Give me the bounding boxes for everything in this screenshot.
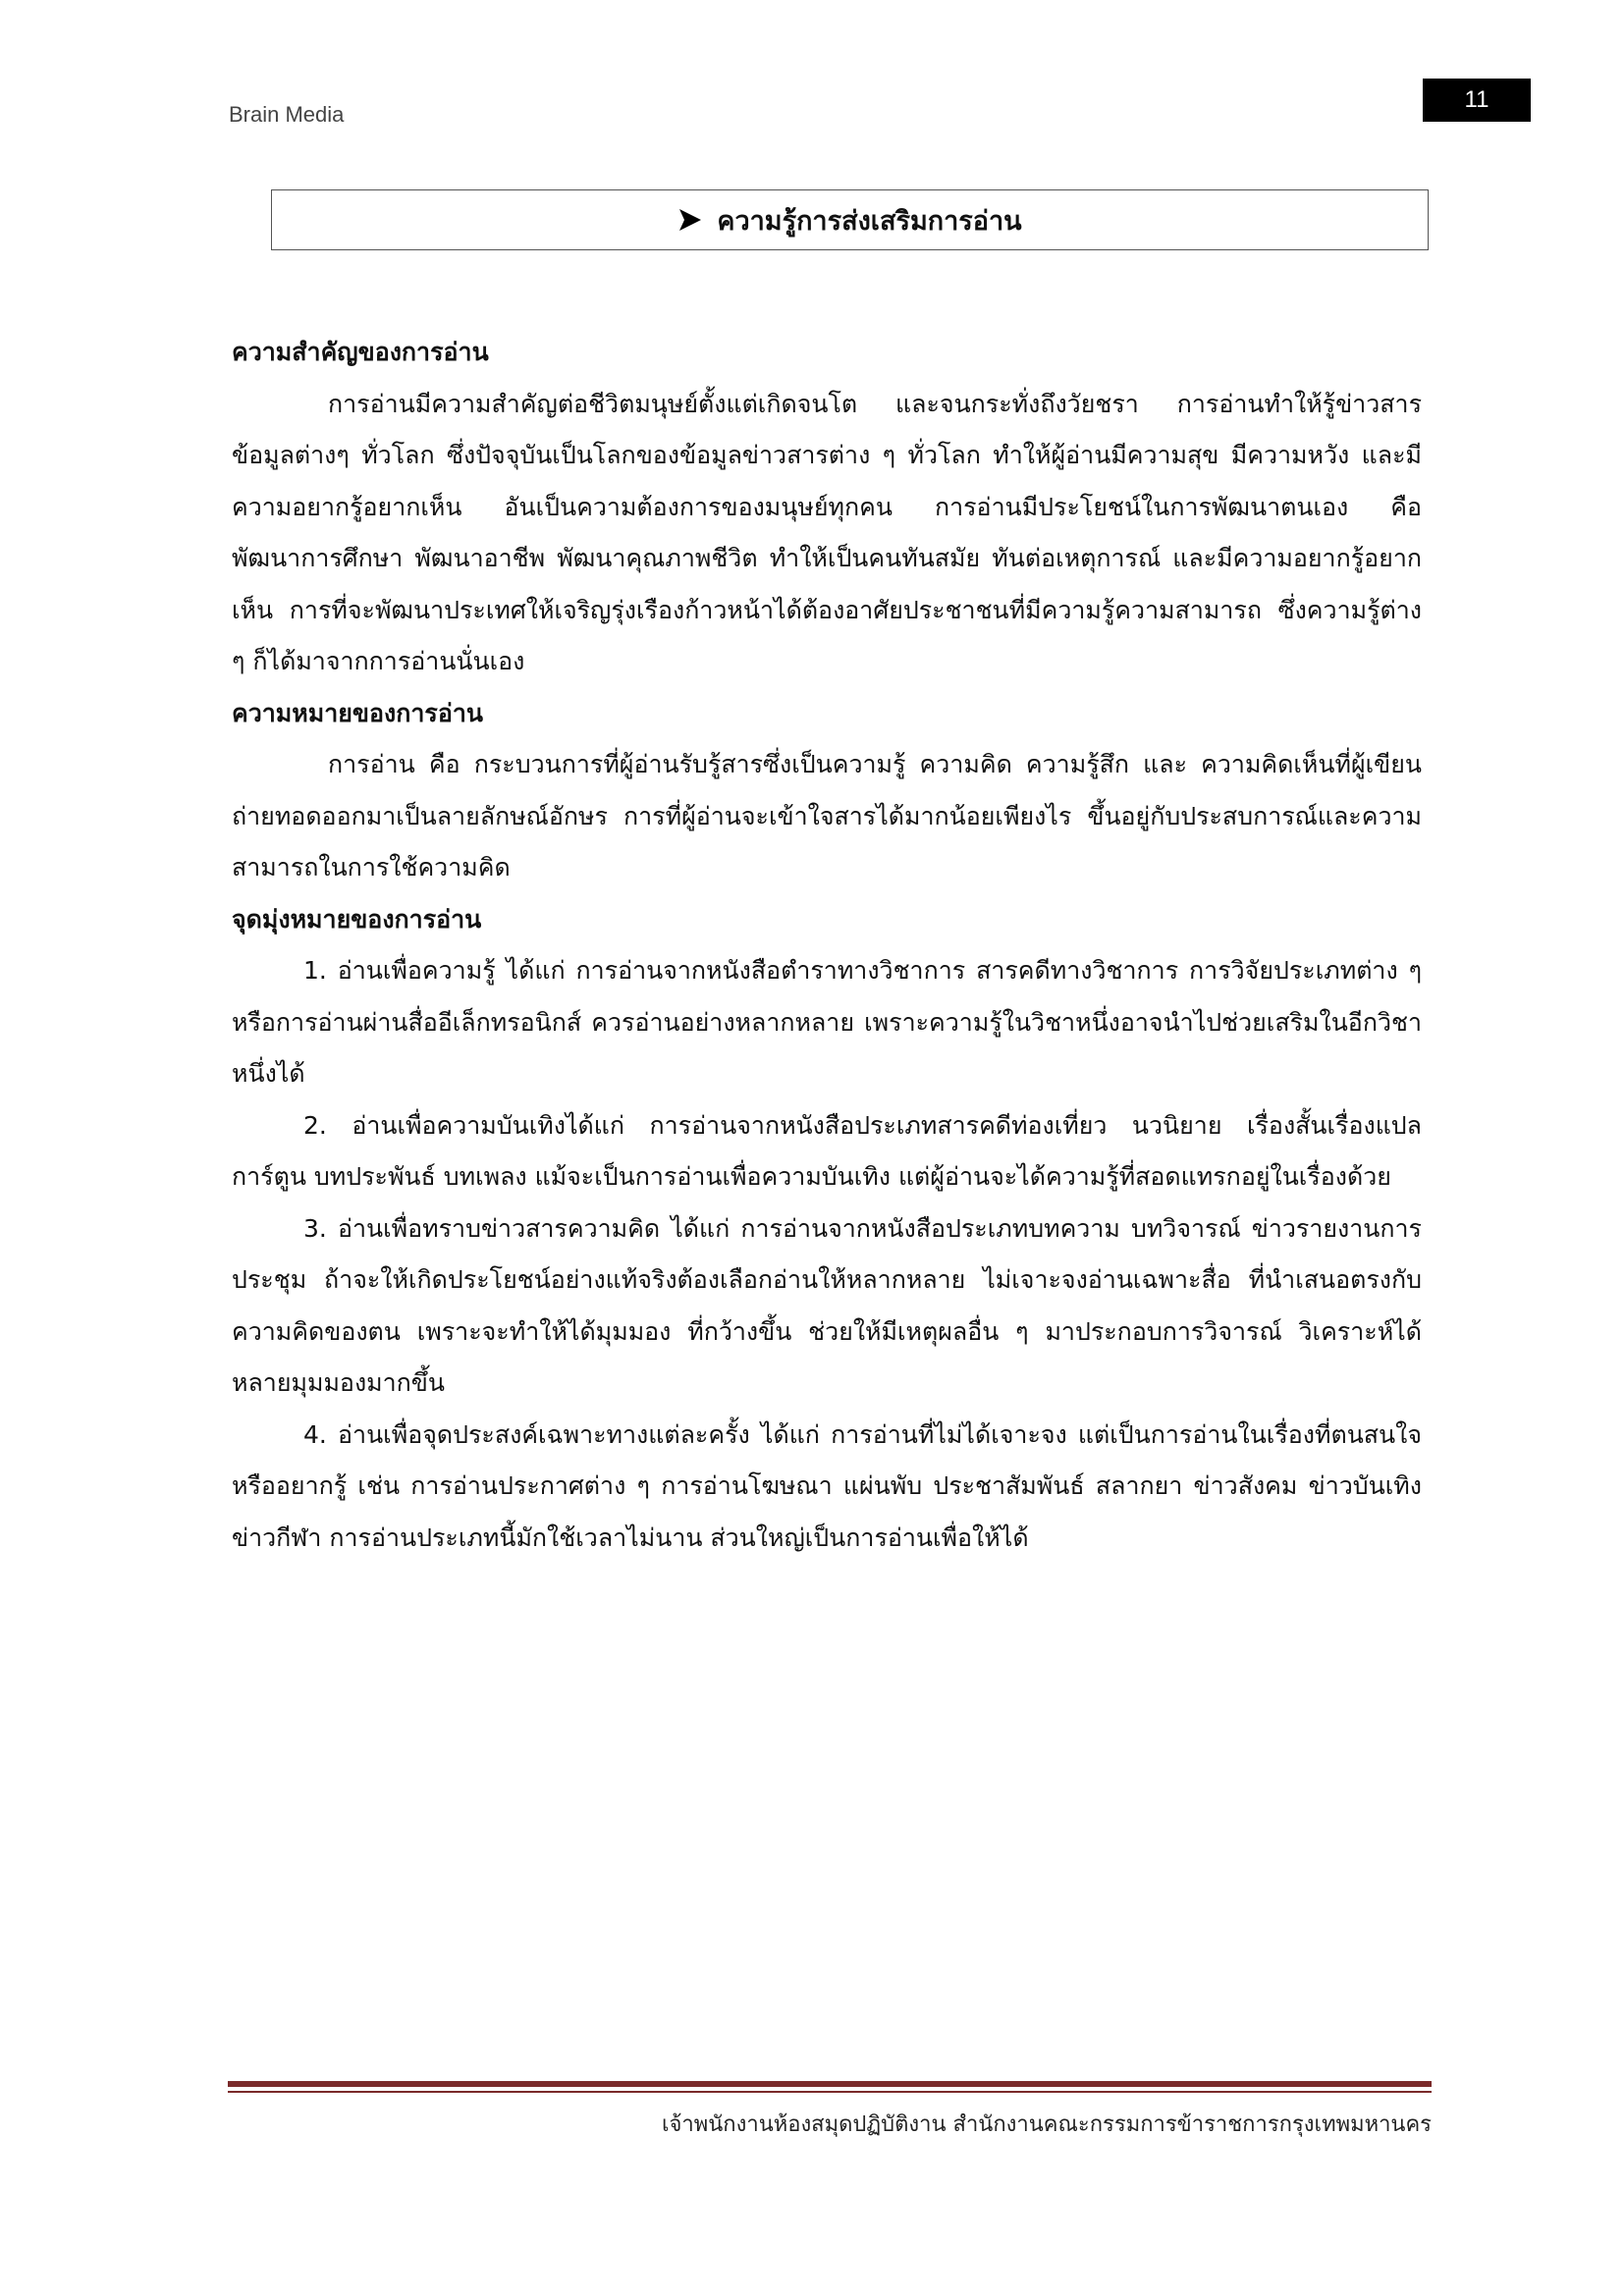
page-number: 11 [1423, 79, 1531, 122]
heading-purposes: จุดมุ่งหมายของการอ่าน [232, 904, 482, 934]
brand-name: Brain Media [229, 102, 345, 127]
purpose-item-1: 1. อ่านเพื่อความรู้ ได้แก่ การอ่านจากหนังสือตำราทางวิชาการ สารคดีทางวิชาการ การวิจัยประเภทต่าง ๆ หรือการอ่านผ่านสื่ออีเล็กทรอนิกส์ ควรอ่านอย่างหลากหลาย เพราะความรู้ในวิชาหนึ่งอาจนำไปช่วยเสริมในอีกวิชาหนึ่งได้ [232, 956, 1422, 1088]
footer-divider-thin [228, 2091, 1432, 2093]
heading-meaning: ความหมายของการอ่าน [232, 698, 483, 727]
footer-divider-thick [228, 2081, 1432, 2087]
arrow-right-icon [677, 207, 703, 233]
purpose-item-2: 2. อ่านเพื่อความบันเทิงได้แก่ การอ่านจากหนังสือประเภทสารคดีท่องเที่ยว นวนิยาย เรื่องสั้นเรื่องแปล การ์ตูน บทประพันธ์ บทเพลง แม้จะเป็นการอ่านเพื่อความบันเทิง แต่ผู้อ่านจะได้ความรู้ที่สอดแทรกอยู่ในเรื่องด้วย [232, 1110, 1422, 1191]
document-body [232, 327, 1422, 1564]
paragraph-meaning: การอ่าน คือ กระบวนการที่ผู้อ่านรับรู้สารซึ่งเป็นความรู้ ความคิด ความรู้สึก และ ความคิดเห็นที่ผู้เขียนถ่ายทอดออกมาเป็นลายลักษณ์อักษร การที่ผู้อ่านจะเข้าใจสารได้มากน้อยเพียงไร ขึ้นอยู่กับประสบการณ์และความสามารถในการใช้ความคิด [232, 750, 1422, 881]
section-title: ความรู้การส่งเสริมการอ่าน [717, 205, 1022, 237]
section-title-box [271, 189, 1429, 250]
paragraph-importance: การอ่านมีความสำคัญต่อชีวิตมนุษย์ตั้งแต่เกิดจนโต และจนกระทั่งถึงวัยชรา การอ่านทำให้รู้ข่าวสารข้อมูลต่างๆ ทั่วโลก ซึ่งปัจจุบันเป็นโลกของข้อมูลข่าวสารต่าง ๆ ทั่วโลก ทำให้ผู้อ่านมีความสุข มีความหวัง และมีความอยากรู้อยากเห็น อันเป็นความต้องการของมนุษย์ทุกคน การอ่านมีประโยชน์ในการพัฒนาตนเอง คือ พัฒนาการศึกษา พัฒนาอาชีพ พัฒนาคุณภาพชีวิต ทำให้เป็นคนทันสมัย ทันต่อเหตุการณ์ และมีความอยากรู้อยากเห็น การที่จะพัฒนาประเทศให้เจริญรุ่งเรืองก้าวหน้าได้ต้องอาศัยประชาชนที่มีความรู้ความสามารถ ซึ่งความรู้ต่าง ๆ ก็ได้มาจากการอ่านนั่นเอง [232, 389, 1422, 675]
purpose-item-4: 4. อ่านเพื่อจุดประสงค์เฉพาะทางแต่ละครั้ง ได้แก่ การอ่านที่ไม่ได้เจาะจง แต่เป็นการอ่านในเรื่องที่ตนสนใจ หรืออยากรู้ เช่น การอ่านประกาศต่าง ๆ การอ่านโฆษณา แผ่นพับ ประชาสัมพันธ์ สลากยา ข่าวสังคม ข่าวบันเทิง ข่าวกีฬา การอ่านประเภทนี้มักใช้เวลาไม่นาน ส่วนใหญ่เป็นการอ่านเพื่อให้ได้ [232, 1419, 1422, 1552]
footer-text: เจ้าพนักงานห้องสมุดปฏิบัติงาน สำนักงานคณะกรรมการข้าราชการกรุงเทพมหานคร [661, 2112, 1432, 2137]
heading-importance: ความสำคัญของการอ่าน [232, 338, 489, 366]
purpose-item-3: 3. อ่านเพื่อทราบข่าวสารความคิด ได้แก่ การอ่านจากหนังสือประเภทบทความ บทวิจารณ์ ข่าวรายงานการประชุม ถ้าจะให้เกิดประโยชน์อย่างแท้จริงต้องเลือกอ่านให้หลากหลาย ไม่เจาะจงอ่านเฉพาะสื่อ ที่นำเสนอตรงกับความคิดของตน เพราะจะทำให้ได้มุมมอง ที่กว้างขึ้น ช่วยให้มีเหตุผลอื่น ๆ มาประกอบการวิจารณ์ วิเคราะห์ได้หลายมุมมองมากขึ้น [232, 1213, 1422, 1397]
